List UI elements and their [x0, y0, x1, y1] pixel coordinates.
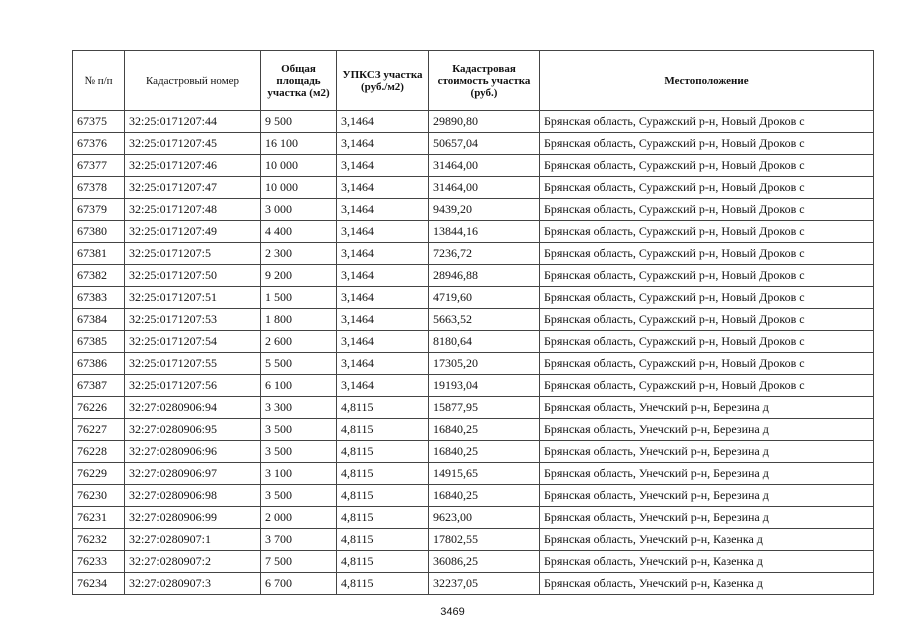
cell-num: 76234 — [73, 573, 125, 595]
cell-cost: 9623,00 — [429, 507, 540, 529]
cell-cost: 8180,64 — [429, 331, 540, 353]
table-row — [73, 529, 874, 551]
cell-num: 76226 — [73, 397, 125, 419]
cell-num: 76232 — [73, 529, 125, 551]
cell-location: Брянская область, Унечский р-н, Казенка д — [540, 551, 874, 573]
table-row — [73, 463, 874, 485]
cell-area: 10 000 — [261, 155, 337, 177]
cell-location: Брянская область, Унечский р-н, Березина д — [540, 397, 874, 419]
cell-upksz: 3,1464 — [337, 265, 429, 287]
cell-num: 76228 — [73, 441, 125, 463]
cell-area: 3 000 — [261, 199, 337, 221]
table-row — [73, 573, 874, 595]
cadastral-table — [72, 50, 874, 595]
cell-cost: 16840,25 — [429, 419, 540, 441]
table-row — [73, 331, 874, 353]
cell-upksz: 3,1464 — [337, 133, 429, 155]
cell-area: 6 100 — [261, 375, 337, 397]
cell-cost: 7236,72 — [429, 243, 540, 265]
cell-area: 1 500 — [261, 287, 337, 309]
cell-area: 9 200 — [261, 265, 337, 287]
cell-num: 76230 — [73, 485, 125, 507]
table-row — [73, 177, 874, 199]
table-row — [73, 309, 874, 331]
cell-num: 67386 — [73, 353, 125, 375]
cell-location: Брянская область, Суражский р-н, Новый Дроков с — [540, 221, 874, 243]
cell-upksz: 3,1464 — [337, 155, 429, 177]
cell-num: 76229 — [73, 463, 125, 485]
cell-area: 2 300 — [261, 243, 337, 265]
cell-cost: 28946,88 — [429, 265, 540, 287]
cell-area: 3 700 — [261, 529, 337, 551]
cell-num: 76233 — [73, 551, 125, 573]
cell-upksz: 4,8115 — [337, 397, 429, 419]
table-row — [73, 375, 874, 397]
cell-location: Брянская область, Суражский р-н, Новый Дроков с — [540, 309, 874, 331]
cell-cost: 5663,52 — [429, 309, 540, 331]
cell-num: 67375 — [73, 111, 125, 133]
cell-area: 4 400 — [261, 221, 337, 243]
cell-cost: 31464,00 — [429, 155, 540, 177]
cell-upksz: 3,1464 — [337, 287, 429, 309]
cell-location: Брянская область, Унечский р-н, Березина д — [540, 507, 874, 529]
header-num: № п/п — [73, 51, 125, 111]
cell-cadastral-number: 32:27:0280906:94 — [125, 397, 261, 419]
cell-location: Брянская область, Унечский р-н, Березина д — [540, 463, 874, 485]
cell-cost: 36086,25 — [429, 551, 540, 573]
cell-cadastral-number: 32:25:0171207:55 — [125, 353, 261, 375]
cell-location: Брянская область, Суражский р-н, Новый Дроков с — [540, 353, 874, 375]
table-header-row — [73, 51, 874, 111]
table-row — [73, 441, 874, 463]
cell-cadastral-number: 32:25:0171207:51 — [125, 287, 261, 309]
cell-num: 67383 — [73, 287, 125, 309]
cell-num: 67377 — [73, 155, 125, 177]
cell-upksz: 4,8115 — [337, 441, 429, 463]
cell-upksz: 3,1464 — [337, 375, 429, 397]
cell-location: Брянская область, Суражский р-н, Новый Дроков с — [540, 375, 874, 397]
cell-location: Брянская область, Унечский р-н, Казенка д — [540, 573, 874, 595]
cell-area: 3 500 — [261, 419, 337, 441]
cell-cadastral-number: 32:27:0280907:1 — [125, 529, 261, 551]
cell-cadastral-number: 32:25:0171207:49 — [125, 221, 261, 243]
cell-location: Брянская область, Суражский р-н, Новый Дроков с — [540, 287, 874, 309]
cell-cadastral-number: 32:27:0280906:97 — [125, 463, 261, 485]
table-row — [73, 155, 874, 177]
cell-num: 76227 — [73, 419, 125, 441]
cell-upksz: 3,1464 — [337, 199, 429, 221]
cell-cost: 17305,20 — [429, 353, 540, 375]
table-row — [73, 133, 874, 155]
header-cadastral-number: Кадастровый номер — [125, 51, 261, 111]
table-row — [73, 243, 874, 265]
cell-area: 2 600 — [261, 331, 337, 353]
cell-area: 3 500 — [261, 485, 337, 507]
table-row — [73, 265, 874, 287]
cell-cadastral-number: 32:25:0171207:53 — [125, 309, 261, 331]
header-upksz: УПКСЗ участка (руб./м2) — [337, 51, 429, 111]
table-row — [73, 221, 874, 243]
cell-area: 3 100 — [261, 463, 337, 485]
cell-cost: 19193,04 — [429, 375, 540, 397]
cell-cadastral-number: 32:25:0171207:44 — [125, 111, 261, 133]
cell-upksz: 3,1464 — [337, 111, 429, 133]
cell-location: Брянская область, Унечский р-н, Казенка д — [540, 529, 874, 551]
cell-area: 16 100 — [261, 133, 337, 155]
cell-cadastral-number: 32:27:0280906:95 — [125, 419, 261, 441]
cell-area: 6 700 — [261, 573, 337, 595]
cell-cost: 15877,95 — [429, 397, 540, 419]
cell-location: Брянская область, Суражский р-н, Новый Дроков с — [540, 331, 874, 353]
cell-cost: 4719,60 — [429, 287, 540, 309]
cell-upksz: 4,8115 — [337, 529, 429, 551]
cell-location: Брянская область, Унечский р-н, Березина д — [540, 419, 874, 441]
table-row — [73, 485, 874, 507]
cell-area: 7 500 — [261, 551, 337, 573]
cell-cost: 31464,00 — [429, 177, 540, 199]
cell-cadastral-number: 32:25:0171207:47 — [125, 177, 261, 199]
cell-cadastral-number: 32:25:0171207:56 — [125, 375, 261, 397]
cell-num: 67385 — [73, 331, 125, 353]
cell-num: 76231 — [73, 507, 125, 529]
table-row — [73, 287, 874, 309]
cell-location: Брянская область, Суражский р-н, Новый Дроков с — [540, 199, 874, 221]
cell-cost: 13844,16 — [429, 221, 540, 243]
cell-num: 67380 — [73, 221, 125, 243]
cell-upksz: 4,8115 — [337, 463, 429, 485]
table-row — [73, 199, 874, 221]
cell-area: 2 000 — [261, 507, 337, 529]
cell-location: Брянская область, Суражский р-н, Новый Дроков с — [540, 243, 874, 265]
table-row — [73, 551, 874, 573]
cell-cadastral-number: 32:25:0171207:45 — [125, 133, 261, 155]
cell-area: 10 000 — [261, 177, 337, 199]
cell-num: 67378 — [73, 177, 125, 199]
cell-num: 67381 — [73, 243, 125, 265]
table-row — [73, 397, 874, 419]
header-location: Местоположение — [540, 51, 874, 111]
cell-area: 3 500 — [261, 441, 337, 463]
cell-cadastral-number: 32:25:0171207:50 — [125, 265, 261, 287]
cell-upksz: 3,1464 — [337, 221, 429, 243]
cell-location: Брянская область, Суражский р-н, Новый Дроков с — [540, 133, 874, 155]
cell-location: Брянская область, Суражский р-н, Новый Дроков с — [540, 265, 874, 287]
table-row — [73, 419, 874, 441]
cell-cost: 50657,04 — [429, 133, 540, 155]
cell-cost: 16840,25 — [429, 485, 540, 507]
cell-num: 67376 — [73, 133, 125, 155]
cell-location: Брянская область, Суражский р-н, Новый Дроков с — [540, 177, 874, 199]
cell-area: 3 300 — [261, 397, 337, 419]
cell-num: 67384 — [73, 309, 125, 331]
cell-upksz: 4,8115 — [337, 507, 429, 529]
cell-upksz: 3,1464 — [337, 331, 429, 353]
cell-cadastral-number: 32:25:0171207:46 — [125, 155, 261, 177]
cell-upksz: 3,1464 — [337, 309, 429, 331]
cell-upksz: 3,1464 — [337, 243, 429, 265]
cell-upksz: 3,1464 — [337, 177, 429, 199]
cell-location: Брянская область, Суражский р-н, Новый Дроков с — [540, 111, 874, 133]
table-row — [73, 507, 874, 529]
cell-cadastral-number: 32:27:0280906:96 — [125, 441, 261, 463]
cell-upksz: 4,8115 — [337, 573, 429, 595]
cell-cadastral-number: 32:27:0280907:3 — [125, 573, 261, 595]
cell-area: 5 500 — [261, 353, 337, 375]
cell-area: 9 500 — [261, 111, 337, 133]
cell-upksz: 4,8115 — [337, 551, 429, 573]
cell-cost: 14915,65 — [429, 463, 540, 485]
cell-cost: 17802,55 — [429, 529, 540, 551]
cell-upksz: 4,8115 — [337, 485, 429, 507]
cell-location: Брянская область, Унечский р-н, Березина д — [540, 485, 874, 507]
cell-location: Брянская область, Суражский р-н, Новый Дроков с — [540, 155, 874, 177]
cell-location: Брянская область, Унечский р-н, Березина д — [540, 441, 874, 463]
header-area: Общая площадь участка (м2) — [261, 51, 337, 111]
header-cost: Кадастровая стоимость участка (руб.) — [429, 51, 540, 111]
cell-num: 67387 — [73, 375, 125, 397]
cell-cost: 16840,25 — [429, 441, 540, 463]
cell-upksz: 3,1464 — [337, 353, 429, 375]
cell-area: 1 800 — [261, 309, 337, 331]
table-row — [73, 111, 874, 133]
cell-num: 67379 — [73, 199, 125, 221]
cell-cadastral-number: 32:25:0171207:5 — [125, 243, 261, 265]
table-row — [73, 353, 874, 375]
cell-cost: 29890,80 — [429, 111, 540, 133]
cell-cadastral-number: 32:25:0171207:48 — [125, 199, 261, 221]
cell-cost: 32237,05 — [429, 573, 540, 595]
cell-cadastral-number: 32:27:0280906:98 — [125, 485, 261, 507]
table-body — [73, 111, 874, 595]
cell-num: 67382 — [73, 265, 125, 287]
cell-cost: 9439,20 — [429, 199, 540, 221]
page-number: 3469 — [440, 606, 465, 618]
cell-cadastral-number: 32:27:0280906:99 — [125, 507, 261, 529]
cell-upksz: 4,8115 — [337, 419, 429, 441]
cell-cadastral-number: 32:27:0280907:2 — [125, 551, 261, 573]
cell-cadastral-number: 32:25:0171207:54 — [125, 331, 261, 353]
